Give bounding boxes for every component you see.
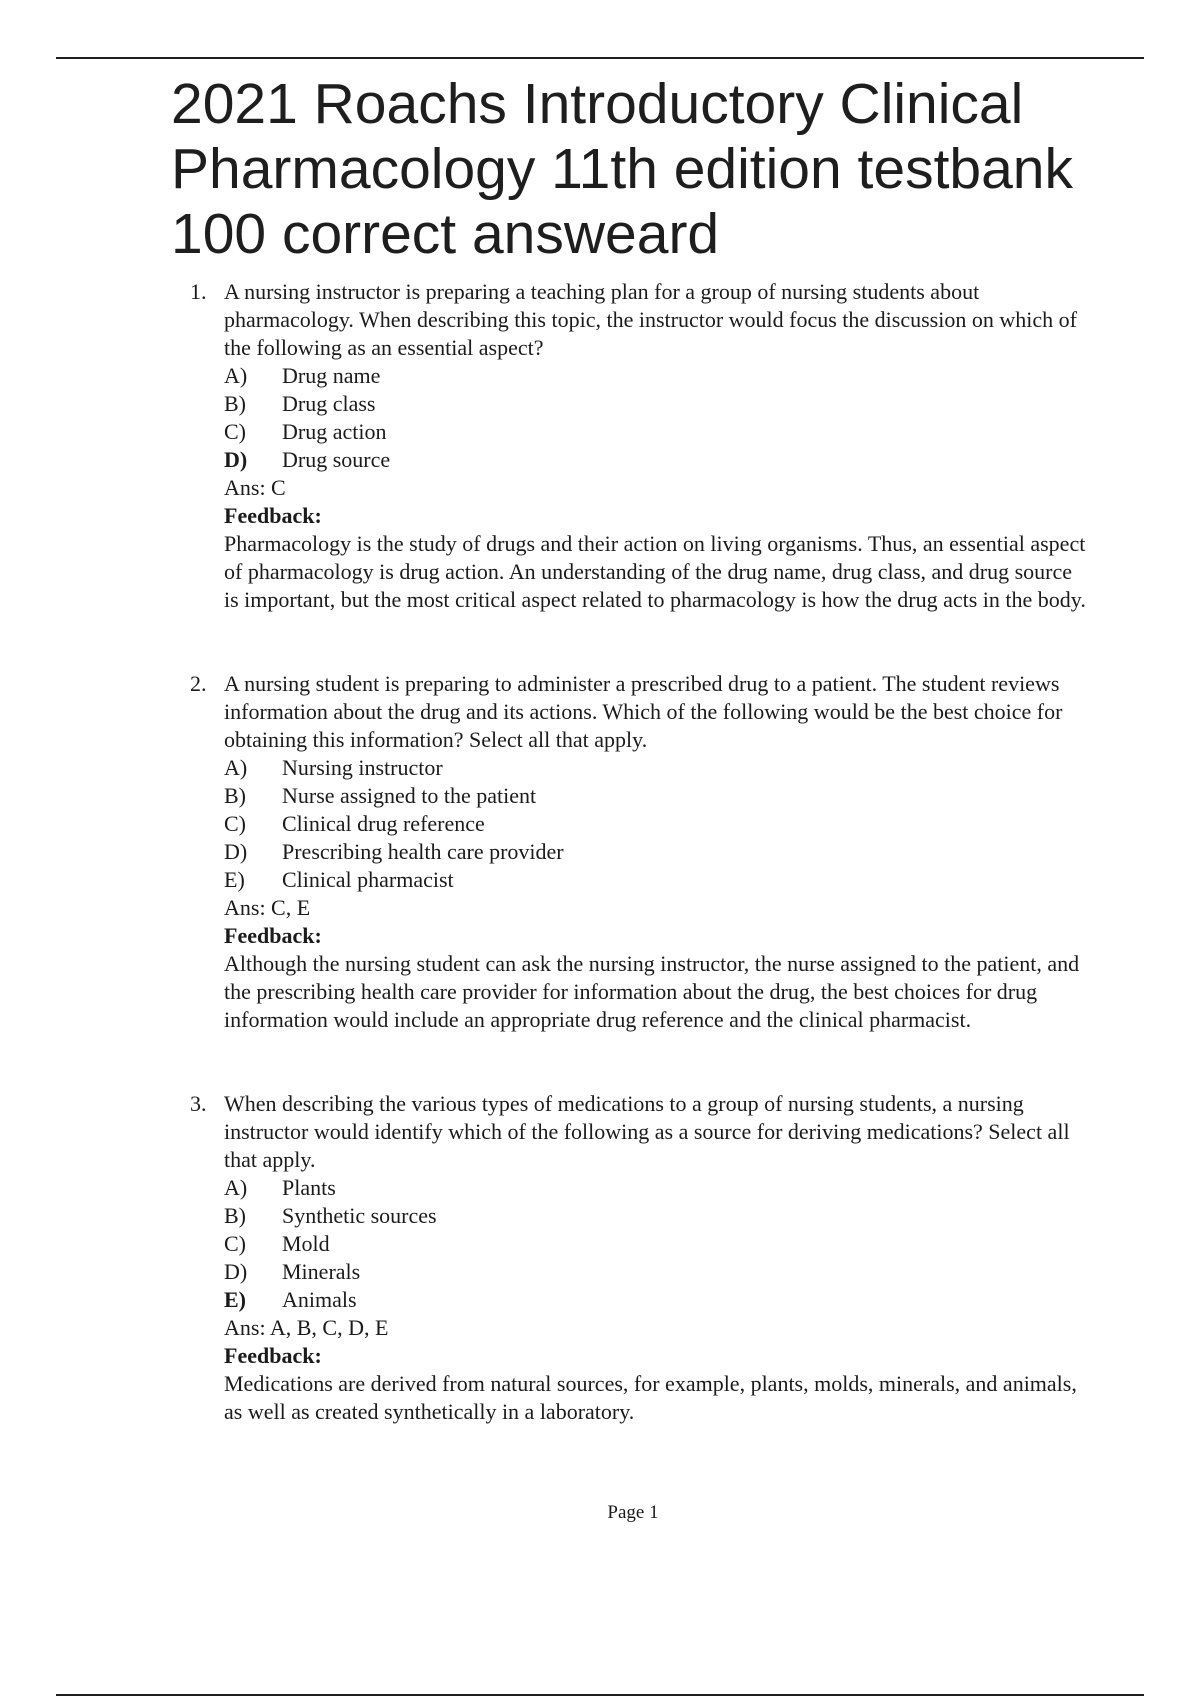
option-letter: B)	[224, 783, 246, 808]
option-text: Clinical pharmacist	[282, 867, 454, 892]
answer-key: Ans: C	[224, 475, 286, 500]
option-a	[224, 754, 1090, 782]
feedback-text: Although the nursing student can ask the nursing instructor, the nurse assigned to the patient, and the prescribing health care provider for information about the drug, the best choices for drug information would include an appropriate drug reference and the clinical pharmacist.	[224, 951, 1080, 1032]
question-1	[190, 278, 1090, 614]
option-letter: E)	[224, 867, 245, 892]
option-d	[224, 446, 1090, 474]
feedback-heading: Feedback:	[224, 923, 322, 948]
option-letter: C)	[224, 419, 246, 444]
option-text: Drug name	[282, 363, 381, 388]
bottom-rule	[56, 1694, 1144, 1696]
option-e	[224, 1286, 1090, 1314]
page-number: Page 1	[607, 1502, 659, 1523]
option-letter: A)	[224, 363, 248, 388]
option-text: Mold	[282, 1231, 330, 1256]
option-b	[224, 782, 1090, 810]
option-c	[224, 418, 1090, 446]
answer-options	[224, 754, 1090, 894]
question-3	[190, 1090, 1090, 1426]
option-letter: C)	[224, 1231, 246, 1256]
option-a	[224, 1174, 1090, 1202]
option-letter: E)	[224, 1287, 246, 1312]
option-letter: C)	[224, 811, 246, 836]
option-letter: B)	[224, 391, 246, 416]
option-text: Clinical drug reference	[282, 811, 485, 836]
option-letter: D)	[224, 1259, 248, 1284]
option-c	[224, 810, 1090, 838]
option-letter: A)	[224, 1175, 248, 1200]
option-b	[224, 1202, 1090, 1230]
option-letter: D)	[224, 839, 248, 864]
answer-key: Ans: A, B, C, D, E	[224, 1315, 389, 1340]
question-stem: When describing the various types of medications to a group of nursing students, a nursing instructor would identify which of the following as a source for deriving medications? Select all that apply.	[224, 1091, 1070, 1172]
option-text: Animals	[282, 1287, 357, 1312]
question-number: 1.	[190, 279, 207, 304]
option-e	[224, 866, 1090, 894]
question-number: 2.	[190, 671, 207, 696]
option-text: Drug action	[282, 419, 387, 444]
question-list	[190, 278, 1090, 1426]
feedback-heading: Feedback:	[224, 1343, 322, 1368]
option-letter: A)	[224, 755, 248, 780]
feedback-text: Pharmacology is the study of drugs and their action on living organisms. Thus, an essential aspect of pharmacology is drug action. An understanding of the drug name, drug class, and drug source is important, but the most critical aspect related to pharmacology is how the drug acts in the body.	[224, 531, 1086, 612]
option-text: Minerals	[282, 1259, 361, 1284]
option-text: Drug class	[282, 391, 376, 416]
option-letter: B)	[224, 1203, 246, 1228]
option-text: Nursing instructor	[282, 755, 443, 780]
option-d	[224, 838, 1090, 866]
question-2	[190, 670, 1090, 1034]
option-letter: D)	[224, 447, 248, 472]
option-d	[224, 1258, 1090, 1286]
option-b	[224, 390, 1090, 418]
answer-options	[224, 362, 1090, 474]
option-text: Synthetic sources	[282, 1203, 437, 1228]
option-text: Plants	[282, 1175, 336, 1200]
option-text: Drug source	[282, 447, 391, 472]
option-c	[224, 1230, 1090, 1258]
option-text: Prescribing health care provider	[282, 839, 564, 864]
answer-options	[224, 1174, 1090, 1314]
question-stem: A nursing student is preparing to administer a prescribed drug to a patient. The student reviews information about the drug and its actions. Which of the following would be the best choice for obtaining this information? Select all that apply.	[224, 671, 1063, 752]
answer-key: Ans: C, E	[224, 895, 311, 920]
question-number: 3.	[190, 1091, 207, 1116]
option-a	[224, 362, 1090, 390]
feedback-text: Medications are derived from natural sources, for example, plants, molds, minerals, and animals, as well as created synthetically in a laboratory.	[224, 1371, 1077, 1424]
question-stem: A nursing instructor is preparing a teaching plan for a group of nursing students about pharmacology. When describing this topic, the instructor would focus the discussion on which of the following as an essential aspect?	[224, 279, 1077, 360]
option-text: Nurse assigned to the patient	[282, 783, 537, 808]
document-title: 2021 Roachs Introductory Clinical Pharmacology 11th edition testbank 100 correct answeard	[171, 72, 1074, 266]
top-rule	[56, 57, 1144, 59]
feedback-heading: Feedback:	[224, 503, 322, 528]
